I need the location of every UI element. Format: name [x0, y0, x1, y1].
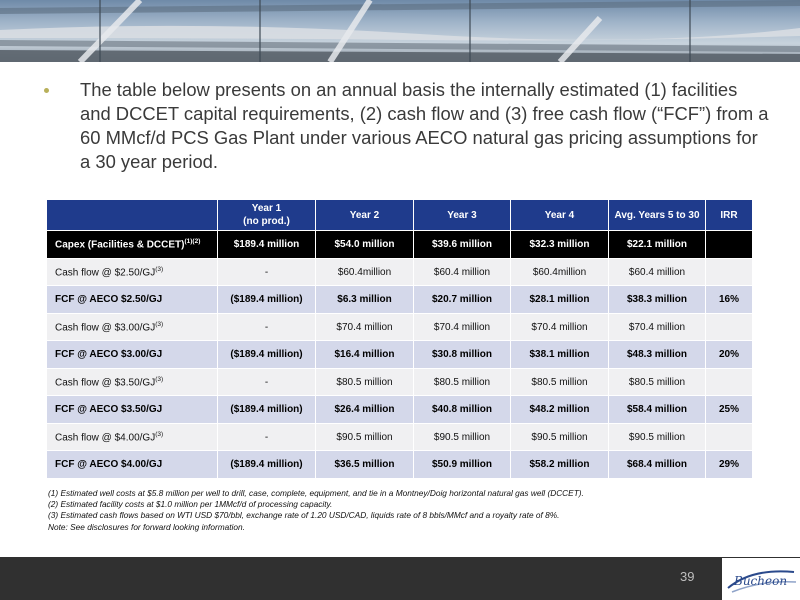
- table-cell: -: [218, 424, 316, 451]
- fcf-row: [47, 451, 753, 479]
- table-cell: $40.8 million: [414, 396, 511, 424]
- table-cell: $48.2 million: [511, 396, 609, 424]
- table-cell: ($189.4 million): [218, 396, 316, 424]
- row-label: FCF @ AECO $2.50/GJ: [47, 286, 218, 314]
- table-cell: $39.6 million: [414, 231, 511, 259]
- table-cell: [706, 424, 753, 451]
- cash-flow-row: [47, 259, 753, 286]
- table-cell: $90.5 million: [511, 424, 609, 451]
- table-cell: $70.4 million: [609, 314, 706, 341]
- table-cell: -: [218, 369, 316, 396]
- bullet-icon: [44, 88, 49, 93]
- table-cell: $6.3 million: [316, 286, 414, 314]
- table-cell: $70.4 million: [511, 314, 609, 341]
- cash-flow-row: [47, 369, 753, 396]
- table-cell: $48.3 million: [609, 341, 706, 369]
- header-cell-avg: Avg. Years 5 to 30: [609, 200, 706, 231]
- table-cell: $90.5 million: [414, 424, 511, 451]
- footnote-3: (3) Estimated cash flows based on WTI USD $70/bbl, exchange rate of 1.20 USD/CAD, liquids rate of 8 bbls/MMcf and a royalty rate of 8%.: [48, 510, 560, 521]
- row-label: FCF @ AECO $3.00/GJ: [47, 341, 218, 369]
- table-cell: $60.4 million: [414, 259, 511, 286]
- table-cell: 25%: [706, 396, 753, 424]
- page-number: 39: [680, 569, 695, 584]
- table-cell: $90.5 million: [609, 424, 706, 451]
- table-cell: ($189.4 million): [218, 286, 316, 314]
- table-cell: $58.2 million: [511, 451, 609, 479]
- table-cell: -: [218, 259, 316, 286]
- table-cell: $58.4 million: [609, 396, 706, 424]
- header-banner-image: [0, 0, 800, 62]
- company-logo: [722, 558, 800, 600]
- table-cell: $36.5 million: [316, 451, 414, 479]
- capex-row: [47, 231, 753, 259]
- header-cell-irr: IRR: [706, 200, 753, 231]
- table-cell: 16%: [706, 286, 753, 314]
- table-cell: $60.4 million: [609, 259, 706, 286]
- table-cell: ($189.4 million): [218, 341, 316, 369]
- cash-flow-table: [46, 199, 753, 479]
- table-cell: 29%: [706, 451, 753, 479]
- table-cell: $90.5 million: [316, 424, 414, 451]
- table-cell: $54.0 million: [316, 231, 414, 259]
- row-label: Cash flow @ $2.50/GJ$^{(3)}$: [47, 259, 218, 286]
- table-cell: $60.4million: [316, 259, 414, 286]
- row-label: Cash flow @ $4.00/GJ$^{(3)}$: [47, 424, 218, 451]
- table-cell: $80.5 million: [511, 369, 609, 396]
- footnote-2: (2) Estimated facility costs at $1.0 million per 1MMcf/d of processing capacity.: [48, 499, 333, 510]
- header-cell-blank: [47, 200, 218, 231]
- row-label: Capex (Facilities & DCCET)$^{(1)(2)}$: [47, 231, 218, 259]
- table-cell: $68.4 million: [609, 451, 706, 479]
- table-cell: $50.9 million: [414, 451, 511, 479]
- row-label: FCF @ AECO $4.00/GJ: [47, 451, 218, 479]
- fcf-row: [47, 286, 753, 314]
- fcf-row: [47, 341, 753, 369]
- table-cell: $38.1 million: [511, 341, 609, 369]
- table-cell: [706, 314, 753, 341]
- cash-flow-row: [47, 424, 753, 451]
- table-cell: [706, 369, 753, 396]
- table-cell: [706, 231, 753, 259]
- table-cell: $22.1 million: [609, 231, 706, 259]
- table-cell: $30.8 million: [414, 341, 511, 369]
- table-cell: 20%: [706, 341, 753, 369]
- header-cell-year1: Year 1 (no prod.): [218, 200, 316, 231]
- footnotes: [48, 488, 768, 533]
- table-cell: $26.4 million: [316, 396, 414, 424]
- fcf-row: [47, 396, 753, 424]
- header-cell-year2: Year 2: [316, 200, 414, 231]
- table-cell: $60.4million: [511, 259, 609, 286]
- row-label: Cash flow @ $3.50/GJ$^{(3)}$: [47, 369, 218, 396]
- table-cell: $70.4 million: [316, 314, 414, 341]
- table-cell: $189.4 million: [218, 231, 316, 259]
- table-cell: $80.5 million: [414, 369, 511, 396]
- table-header-row: [47, 200, 753, 231]
- table-cell: $20.7 million: [414, 286, 511, 314]
- table-cell: [706, 259, 753, 286]
- table-cell: $38.3 million: [609, 286, 706, 314]
- table-cell: -: [218, 314, 316, 341]
- table-cell: $80.5 million: [316, 369, 414, 396]
- footnote-note: Note: See disclosures for forward looking information.: [48, 521, 245, 532]
- row-label: Cash flow @ $3.00/GJ$^{(3)}$: [47, 314, 218, 341]
- header-cell-year4: Year 4: [511, 200, 609, 231]
- table-cell: $70.4 million: [414, 314, 511, 341]
- table-cell: $80.5 million: [609, 369, 706, 396]
- logo-text: Bucheon: [734, 574, 788, 588]
- cash-flow-row: [47, 314, 753, 341]
- table-cell: $32.3 million: [511, 231, 609, 259]
- row-label: FCF @ AECO $3.50/GJ: [47, 396, 218, 424]
- footer-bar: [0, 557, 800, 600]
- header-cell-year3: Year 3: [414, 200, 511, 231]
- table-cell: ($189.4 million): [218, 451, 316, 479]
- footnote-1: (1) Estimated well costs at $5.8 million per well to drill, case, complete, equipment, and tie in a Montney/Doig horizontal natural gas well (DCCET).: [48, 488, 584, 498]
- table-cell: $28.1 million: [511, 286, 609, 314]
- intro-text: The table below presents on an annual basis the internally estimated (1) facilities and DCCET capital requirements, (2) cash flow and (3) free cash flow (“FCF”) from a 60 MMcf/d PCS Gas Plant under various AECO natural gas pricing assumptions for a 30 year period.: [80, 79, 769, 172]
- table-cell: $16.4 million: [316, 341, 414, 369]
